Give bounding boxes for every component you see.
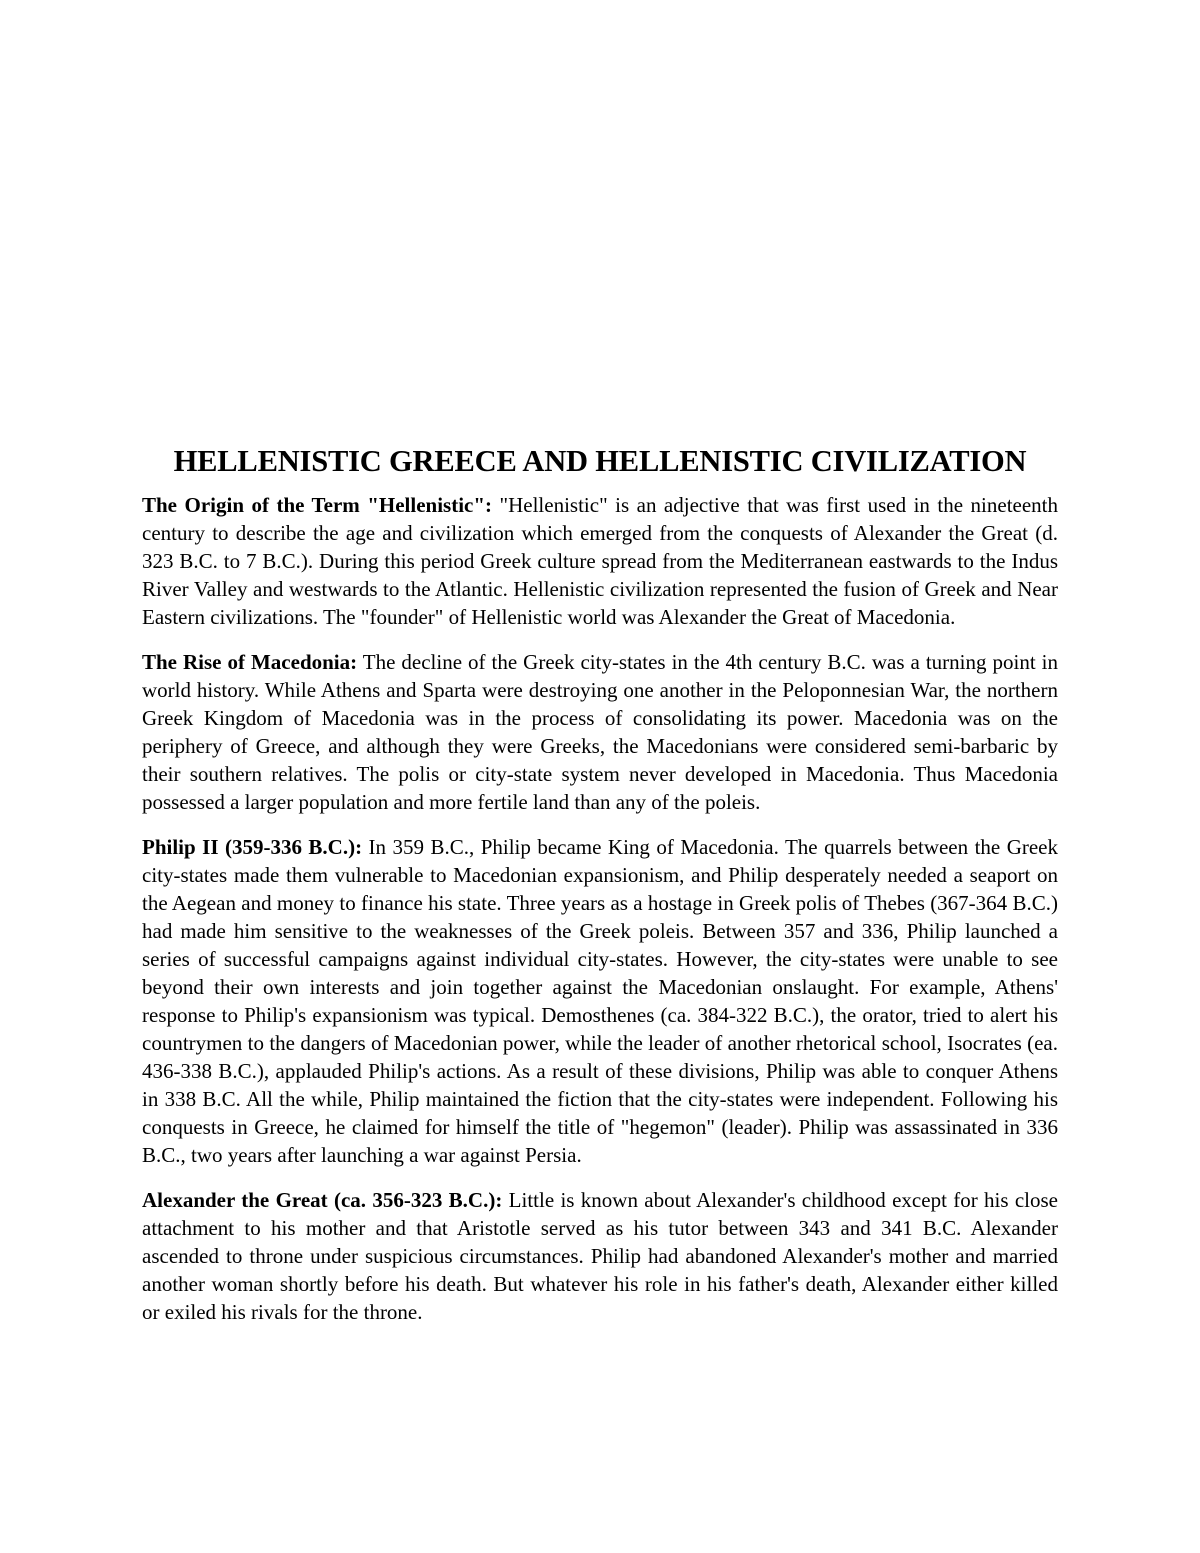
section-body: Little is known about Alexander's childhood except for his close attachment to his mother and that Aristotle served as his tutor between 343 and 341 B.C. Alexander ascended to throne under suspicious circumstances. Philip had abandoned Alexander's mother and married another woman shortly before his death. But whatever his role in his father's death, Alexander either killed or exiled his rivals for the throne. [142,1188,1059,1324]
section-philip-ii [142,833,1058,1169]
section-heading: The Origin of the Term "Hellenistic": [142,493,493,517]
section-heading: Philip II (359-336 B.C.): [142,835,363,859]
section-body: The decline of the Greek city-states in the 4th century B.C. was a turning point in world history. While Athens and Sparta were destroying one another in the Peloponnesian War, the northern Greek Kingdom of Macedonia was in the process of consolidating its power. Macedonia was on the periphery of Greece, and although they were Greeks, the Macedonians were considered semi-barbaric by their southern relatives. The polis or city-state system never developed in Macedonia. Thus Macedonia possessed a larger population and more fertile land than any of the poleis. [142,650,1058,814]
section-body: In 359 B.C., Philip became King of Macedonia. The quarrels between the Greek city-states made them vulnerable to Macedonian expansionism, and Philip desperately needed a seaport on the Aegean and money to finance his state. Three years as a hostage in Greek polis of Thebes (367-364 B.C.) had made him sensitive to the weaknesses of the Greek poleis. Between 357 and 336, Philip launched a series of successful campaigns against individual city-states. However, the city-states were unable to see beyond their own interests and join together against the Macedonian onslaught. For example, Athens' response to Philip's expansionism was typical. Demosthenes (ca. 384-322 B.C.), the orator, tried to alert his countrymen to the dangers of Macedonian power, while the leader of another rhetorical school, Isocrates (ea. 436-338 B.C.), applauded Philip's actions. As a result of these divisions, Philip was able to conquer Athens in 338 B.C. All the while, Philip maintained the fiction that the city-states were independent. Following his conquests in Greece, he claimed for himself the title of "hegemon" (leader). Philip was assassinated in 336 B.C., two years after launching a war against Persia. [142,835,1059,1167]
document-title: HELLENISTIC GREECE AND HELLENISTIC CIVILIZATION [173,444,1027,478]
document-content [142,444,1058,1343]
section-body: "Hellenistic" is an adjective that was first used in the nineteenth century to describe the age and civilization which emerged from the conquests of Alexander the Great (d. 323 B.C. to 7 B.C.). During this period Greek culture spread from the Mediterranean eastwards to the Indus River Valley and westwards to the Atlantic. Hellenistic civilization represented the fusion of Greek and Near Eastern civilizations. The "founder" of Hellenistic world was Alexander the Great of Macedonia. [142,493,1059,629]
section-alexander-the-great [142,1186,1058,1326]
section-heading: The Rise of Macedonia: [142,650,358,674]
section-heading: Alexander the Great (ca. 356-323 B.C.): [142,1188,503,1212]
section-rise-of-macedonia [142,648,1058,816]
section-origin-of-term [142,491,1058,631]
